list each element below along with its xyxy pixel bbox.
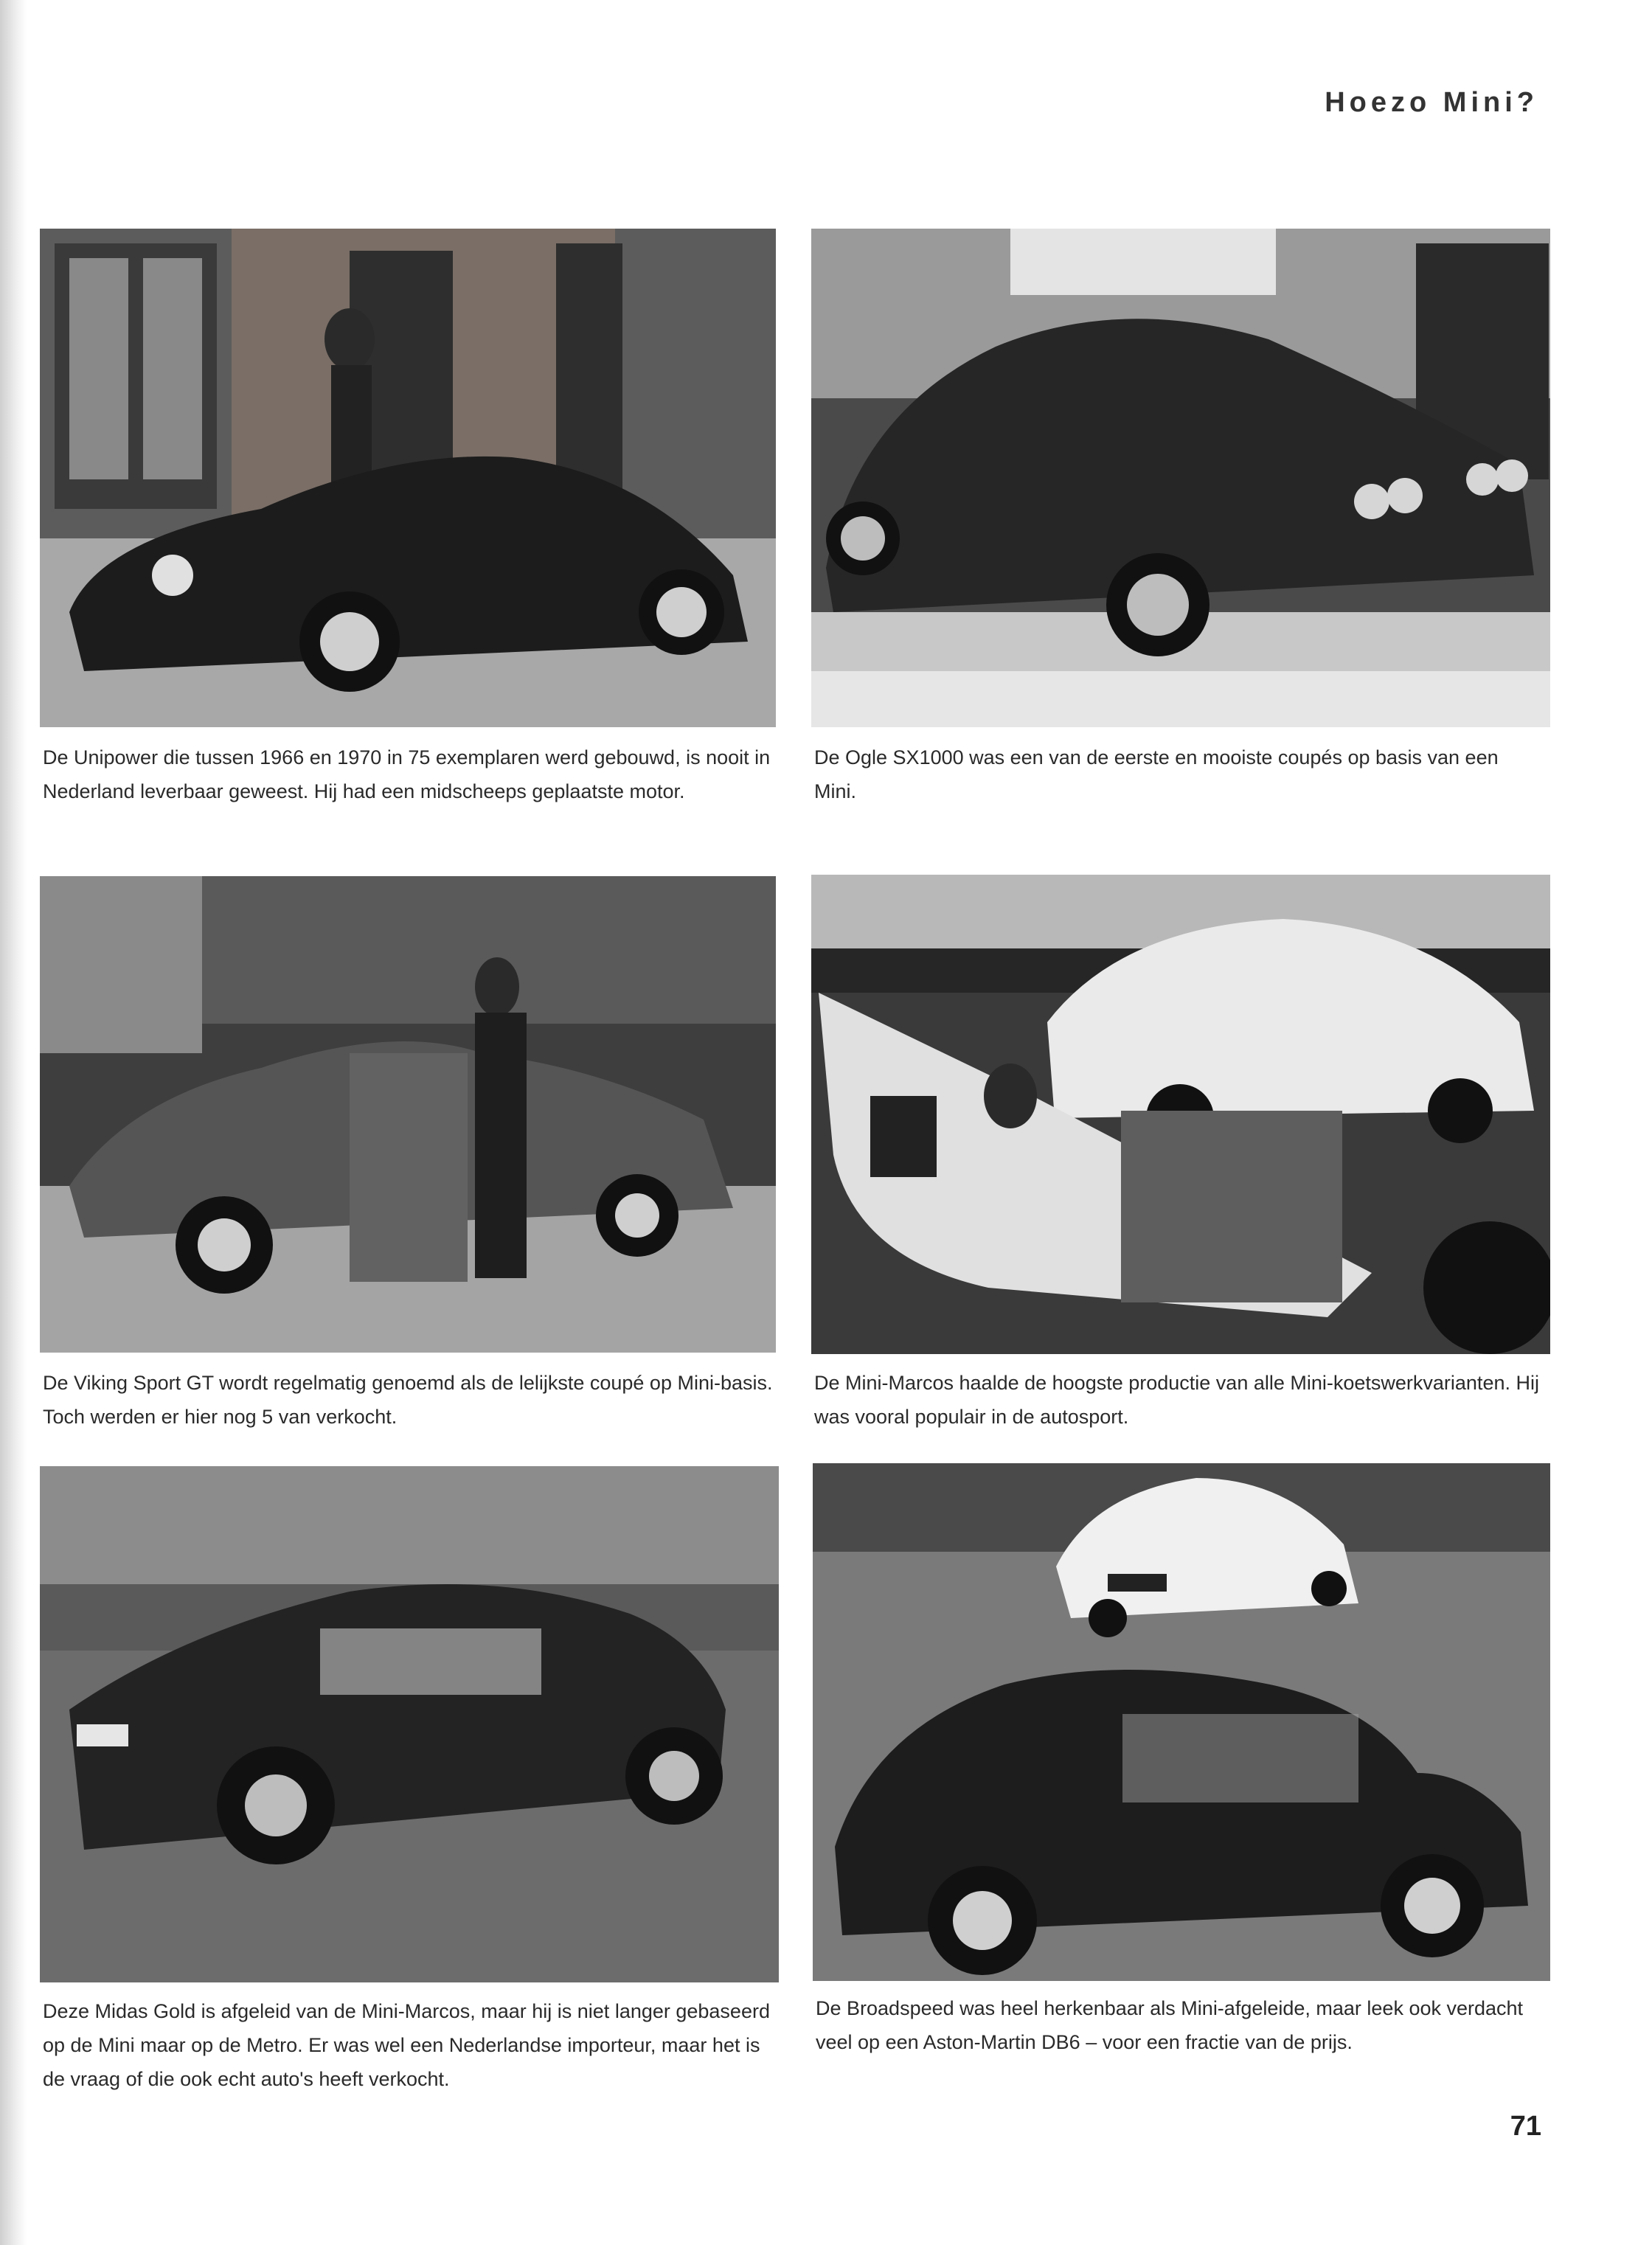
- caption-viking-sport-gt: De Viking Sport GT wordt regelmatig genoemd als de lelijkste coupé op Mini-basis. Toch werden er hier nog 5 van verkocht.: [43, 1372, 773, 1428]
- page-number: 71: [1510, 2111, 1541, 2142]
- caption-broadspeed: De Broadspeed was heel herkenbaar als Mini-afgeleide, maar leek ook verdacht veel op een Aston-Martin DB6 – voor een fractie van de prijs.: [816, 1997, 1524, 2053]
- photo-mini-marcos: [811, 875, 1550, 1354]
- caption-ogle-sx1000: De Ogle SX1000 was een van de eerste en mooiste coupés op basis van een Mini.: [814, 746, 1499, 802]
- photo-midas-gold: [40, 1466, 779, 1982]
- running-title: Hoezo Mini?: [1325, 87, 1538, 118]
- caption-unipower: De Unipower die tussen 1966 en 1970 in 75 exemplaren werd gebouwd, is nooit in Nederland leverbaar geweest. Hij had een midscheeps geplaatste motor.: [43, 746, 771, 802]
- photo-broadspeed: [813, 1463, 1550, 1981]
- page-spine-shadow: [0, 0, 27, 2245]
- caption-mini-marcos: De Mini-Marcos haalde de hoogste productie van alle Mini-koetswerkvarianten. Hij was vooral populair in de autosport.: [814, 1372, 1539, 1428]
- photo-viking-sport-gt: [40, 876, 776, 1353]
- photo-unipower: [40, 229, 776, 727]
- caption-midas-gold: Deze Midas Gold is afgeleid van de Mini-Marcos, maar hij is niet langer gebaseerd op de Mini maar op de Metro. Er was wel een Nederlandse importeur, maar het is de vraag of die ook echt auto's heeft verkocht.: [43, 2000, 770, 2090]
- photo-ogle-sx1000: [811, 229, 1550, 727]
